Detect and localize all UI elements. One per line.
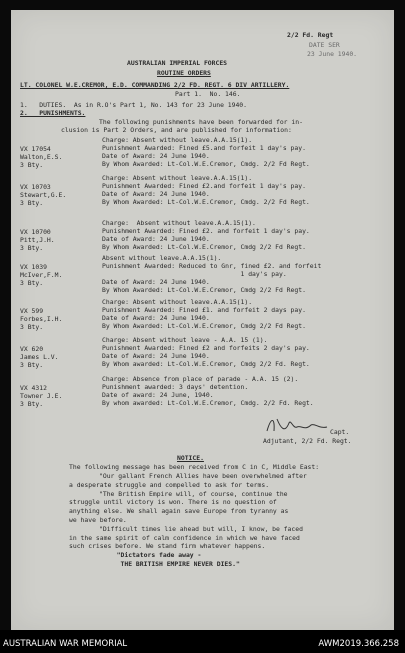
unit-line: 2/2 Fd. Regt — [287, 31, 334, 39]
notice-line: "Our gallant French Allies have been overwhelmed after — [99, 472, 307, 480]
entry-soldier-line: VX 17054 — [20, 145, 51, 153]
entry-detail-line: Punishment Awarded: Fined £2 and forfeits 2 day's pay. — [102, 344, 310, 352]
entry-soldier-line: Pitt,J.H. — [20, 236, 55, 244]
entry-detail-line: Charge: Absent without leave.A.A.15(1). — [102, 174, 253, 182]
part-line: Part 1. No. 146. — [175, 90, 241, 98]
notice-line: such crises before. We stand firm whatever happens. — [69, 542, 266, 551]
entry-soldier-line: 3 Bty. — [20, 244, 44, 252]
section-punishments-heading: 2. PUNISHMENTS. — [20, 109, 86, 117]
document-page — [11, 10, 394, 630]
entry-soldier-line: VX 4312 — [20, 384, 47, 392]
page-title: ROUTINE ORDERS — [157, 69, 211, 77]
entry-soldier-line: 3 Bty. — [20, 400, 44, 408]
entry-detail-line: Date of Award: 24 June 1940. — [102, 152, 210, 160]
notice-heading: NOTICE. — [177, 454, 204, 462]
forces-heading: AUSTRALIAN IMPERIAL FORCES — [127, 59, 228, 67]
entry-detail-line: Punishment Awarded: Fined £1. and forfeit 2 days pay. — [102, 306, 306, 314]
entry-detail-line: Date of Award: 24 June 1940. — [102, 314, 210, 322]
entry-detail-line: Charge: Absent without leave - A.A. 15 (1). — [102, 336, 268, 344]
notice-line: THE BRITISH EMPIRE NEVER DIES." — [109, 560, 240, 568]
entry-soldier-line: 3 Bty. — [20, 161, 44, 169]
entry-detail-line: Punishment Awarded: Reduced to Gnr, fined £2. and forfeit — [102, 262, 322, 270]
commander-line: LT. COLONEL W.E.CREMOR, E.D. COMMANDING 2/2 FD. REGT. 6 DIV ARTILLERY. — [20, 81, 290, 89]
entry-detail-line: By Whom awarded: Lt-Col.W.E.Cremor, Cmdg 2/2 Fd. Regt. — [102, 360, 310, 368]
entry-detail-line: Date of award: 24 June, 1940. — [102, 391, 214, 399]
intro-line: The following punishments have been forwarded for in- — [99, 118, 303, 126]
intro-line: clusion is Part 2 Orders, and are published for information: — [61, 126, 292, 134]
entry-soldier-line: 3 Bty. — [20, 323, 44, 331]
entry-detail-line: Charge: Absent without leave.A.A.15(1). — [102, 136, 253, 144]
entry-detail-line: Date of Award: 24 June 1940. — [102, 235, 210, 243]
notice-line: a desperate struggle and compelled to ask for terms. — [69, 480, 270, 489]
notice-line: struggle until victory is won. There is no question of — [69, 498, 277, 507]
entry-detail-line: Punishment Awarded: Fined £2.and forfeit 1 day's pay. — [102, 182, 306, 190]
notice-line: anything else. We shall again save Europe from tyranny as — [69, 507, 289, 516]
entry-soldier-line: Towner J.E. — [20, 392, 63, 400]
notice-lead: The following message has been received from C in C, Middle East: — [69, 463, 320, 471]
signature-title: Adjutant, 2/2 Fd. Regt. — [263, 437, 352, 445]
notice-line: "The British Empire will, of course, continue the — [99, 489, 288, 498]
entry-detail-line: Punishment Awarded: Fined £5.and forfeit 1 day's pay. — [102, 144, 306, 152]
entry-soldier-line: Stewart,G.E. — [20, 191, 67, 199]
entry-soldier-line: VX 620 — [20, 345, 44, 353]
entry-soldier-line: James L.V. — [20, 353, 59, 361]
entry-detail-line: By Whom Awarded: Lt-Col.W.E.Cremor, Cmdg. 2/2 Fd Regt. — [102, 160, 310, 168]
entry-detail-line: Date of Award: 24 June 1940. — [102, 190, 210, 198]
signature-rank: Capt. — [330, 428, 350, 436]
entry-soldier-line: VX 599 — [20, 307, 44, 315]
footer-source: AUSTRALIAN WAR MEMORIAL — [3, 639, 128, 649]
entry-detail-line: Date of Award: 24 June 1940. — [102, 278, 210, 286]
entry-detail-line: Absent without leave.A.A.15(1). — [102, 254, 222, 262]
date-line-2: 23 June 1940. — [307, 50, 358, 58]
signature-image — [263, 415, 333, 437]
entry-detail-line: By Whom Awarded: Lt-Col.W.E.Cremor, Cmdg 2/2 Fd Regt. — [102, 322, 306, 330]
entry-soldier-line: VX 10700 — [20, 228, 51, 236]
section-duties: 1. DUTIES. As in R.O's Part 1, No. 143 for 23 June 1940. — [20, 101, 248, 109]
entry-detail-line: 1 day's pay. — [102, 270, 287, 278]
notice-line: in the same spirit of calm confidence in which we have faced — [69, 533, 300, 542]
entry-detail-line: By Whom Awarded: Lt-Col.W.E.Cremor, Cmdg. 2/2 Fd Regt. — [102, 198, 310, 206]
entry-detail-line: By Whom Awarded: Lt-Col.W.E.Cremor, Cmdg 2/2 Fd Regt. — [102, 243, 306, 251]
entry-detail-line: Punishment Awarded: Fined £2. and forfeit 1 day's pay. — [102, 227, 310, 235]
entry-soldier-line: McIver,F.M. — [20, 271, 63, 279]
entry-detail-line: Date of Award: 24 June 1940. — [102, 352, 210, 360]
date-line-1: DATE SER — [309, 41, 340, 49]
entry-detail-line: Charge: Absent without leave.A.A.15(1). — [102, 219, 256, 227]
notice-line: "Difficult times lie ahead but will, I know, be faced — [99, 524, 303, 533]
notice-line: "Dictators fade away - — [109, 551, 202, 560]
entry-soldier-line: Walton,E.S. — [20, 153, 63, 161]
entry-soldier-line: Forbes,I.H. — [20, 315, 63, 323]
archive-footer — [0, 630, 405, 653]
entry-detail-line: Charge: Absent without leave.A.A.15(1). — [102, 298, 253, 306]
footer-accession-number: AWM2019.366.258 — [318, 639, 399, 649]
entry-soldier-line: VX 10703 — [20, 183, 51, 191]
entry-soldier-line: VX 1039 — [20, 263, 47, 271]
entry-detail-line: By whom awarded: Lt-Col.W.E.Cremor, Cmdg. 2/2 Fd. Regt. — [102, 399, 314, 407]
entry-soldier-line: 3 Bty. — [20, 199, 44, 207]
entry-detail-line: Charge: Absence from place of parade - A.A. 15 (2). — [102, 375, 299, 383]
entry-detail-line: By Whom Awarded: Lt-Col.W.E.Cremor, Cmdg 2/2 Fd Regt. — [102, 286, 306, 294]
entry-soldier-line: 3 Bty. — [20, 361, 44, 369]
entry-detail-line: Punishment awarded: 3 days' detention. — [102, 383, 249, 391]
entry-soldier-line: 3 Bty. — [20, 279, 44, 287]
notice-line: we have before. — [69, 516, 127, 524]
